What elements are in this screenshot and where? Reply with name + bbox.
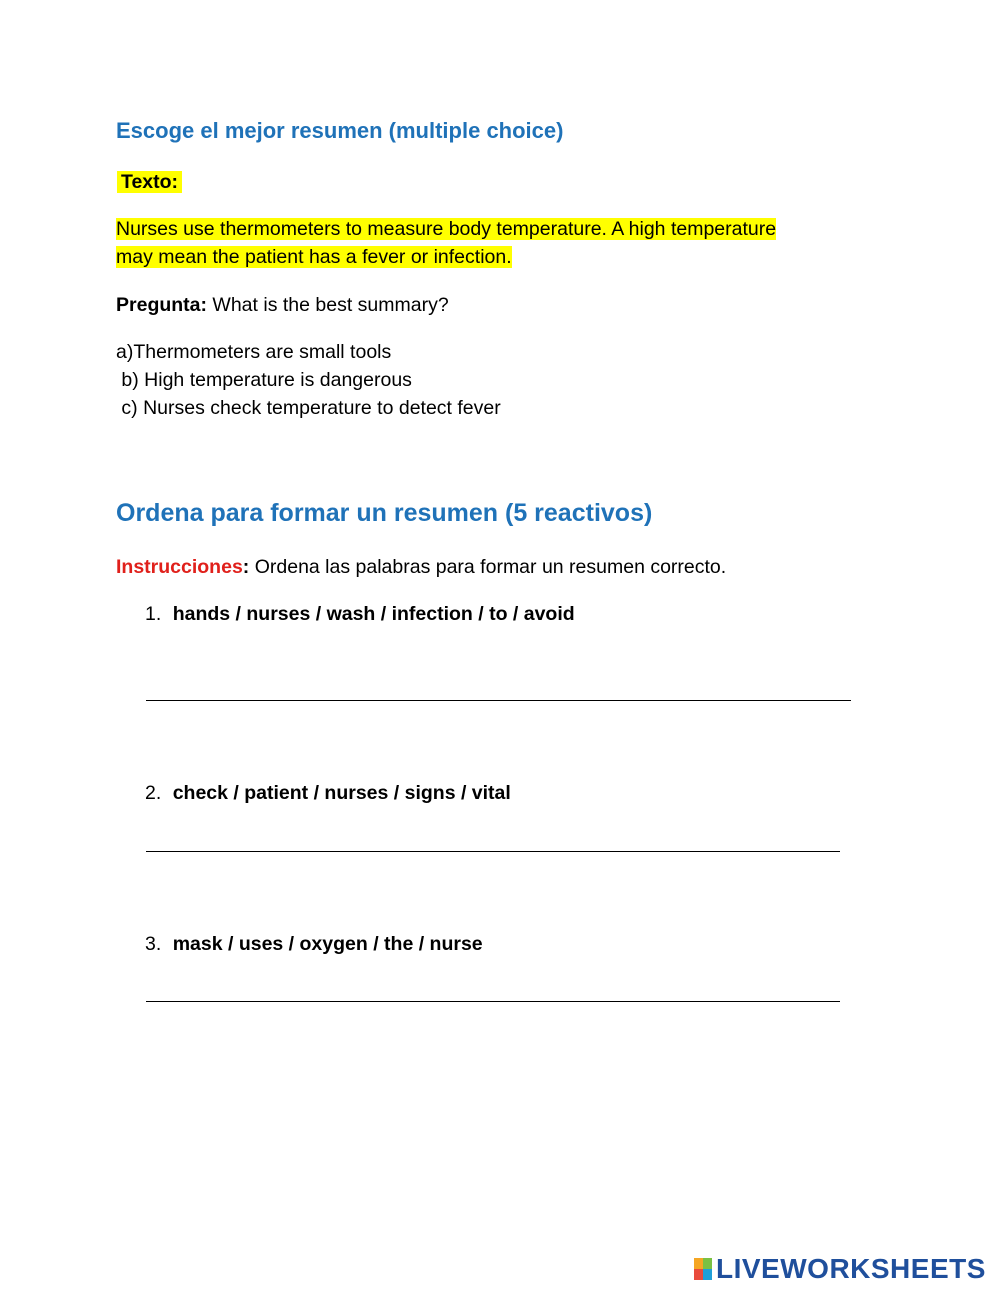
section-title-ordena: Ordena para formar un resumen (5 reactivos) [116,499,653,527]
option-a[interactable]: a)Thermometers are small tools [116,341,392,363]
passage-line-2 [116,243,512,271]
option-c[interactable]: c) Nurses check temperature to detect fever [116,397,501,419]
question-text: What is the best summary? [207,294,449,316]
instructions-label: Instrucciones [116,556,243,578]
texto-label [117,168,182,196]
option-b[interactable]: b) High temperature is dangerous [116,369,412,391]
liveworksheets-logo [694,1254,986,1284]
instructions-colon: : [242,556,250,578]
passage-line-1 [116,215,776,243]
item-number: 2. [145,782,162,804]
instructions [116,553,726,581]
answer-line-3[interactable] [146,1001,840,1002]
passage-line-2-text: may mean the patient has a fever or infection. [116,246,512,268]
question-label: Pregunta: [116,294,208,316]
item-number: 1. [145,603,162,625]
instructions-text: Ordena las palabras para formar un resumen correcto. [249,556,727,578]
logo-blocks-icon [694,1258,712,1280]
answer-line-2[interactable] [146,851,840,852]
item-words: hands / nurses / wash / infection / to / avoid [172,603,575,625]
passage-line-1-text: Nurses use thermometers to measure body temperature. A high temperature [116,218,777,240]
answer-line-1[interactable] [146,700,851,701]
list-item [145,930,483,958]
item-words: check / patient / nurses / signs / vital [172,782,511,804]
question [116,291,449,319]
texto-label-text: Texto: [117,171,182,193]
list-item [145,600,575,628]
item-words: mask / uses / oxygen / the / nurse [172,933,483,955]
item-number: 3. [145,933,162,955]
list-item [145,779,511,807]
logo-text: LIVEWORKSHEETS [716,1253,986,1284]
section-title-multiple-choice: Escoge el mejor resumen (multiple choice) [116,118,564,143]
